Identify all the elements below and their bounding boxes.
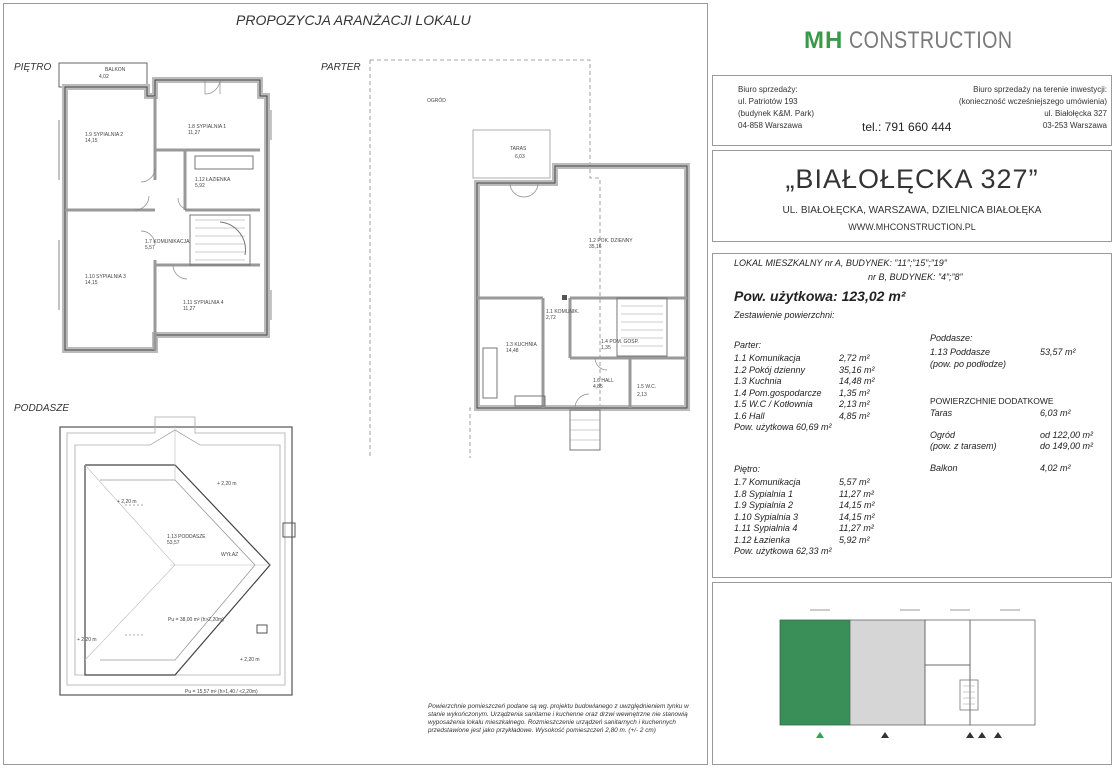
parter-list [734, 340, 894, 434]
label-ogrod: OGRÓD [427, 98, 446, 104]
unit-area-title: Pow. użytkowa: 123,02 m² [734, 288, 906, 304]
label-pokoj-dzienny-area: 35,16 [589, 244, 602, 250]
area-value: 4,02 m² [1040, 462, 1071, 473]
area-value [839, 422, 894, 434]
company-logo [798, 20, 1038, 62]
area-value: 2,13 m² [839, 399, 870, 409]
label-pu-1: Pu = 38,00 m² (h>2,20m) [168, 617, 224, 623]
area-name: 1.10 Sypialnia 3 [734, 511, 799, 522]
floor-plan-poddasze [55, 405, 305, 715]
label-kuchnia: 1.3 KUCHNIA [506, 342, 537, 348]
office-right [959, 84, 1107, 132]
area-value: 14,15 m² [839, 511, 875, 522]
area-note [930, 359, 1095, 371]
area-row [734, 353, 894, 365]
area-name: 1.9 Sypialnia 2 [734, 500, 794, 510]
area-value: 2,72 m² [839, 353, 870, 363]
area-name: (pow. z tarasem) [930, 441, 997, 451]
label-pu-2: Pu = 15,57 m² (h>1,40 / <2,20m) [185, 689, 258, 695]
area-row [734, 399, 894, 411]
area-name: 1.12 Łazienka [734, 534, 791, 545]
area-total [734, 546, 894, 558]
area-name: 1.1 Komunikacja [734, 353, 801, 363]
area-value: 11,27 m² [839, 523, 874, 533]
office-right-line: Biuro sprzedaży na terenie inwestycji: [973, 85, 1107, 94]
area-value: 11,27 m² [839, 488, 874, 499]
area-name: 1.3 Kuchnia [734, 376, 782, 386]
label-pom-gosp-area: 1,35 [601, 345, 611, 351]
label-hall: 1.6 HALL [593, 378, 614, 384]
label-taras-area: 6,03 [515, 154, 525, 160]
label-komunikacja: 1.7 KOMUNIKACJA [145, 239, 190, 245]
area-name: Pow. użytkowa 62,33 m² [734, 546, 832, 556]
area-name: 1.7 Komunikacja [734, 477, 801, 487]
area-row [734, 477, 894, 489]
label-height-3: + 2,20 m [77, 637, 97, 643]
area-name: 1.5 W.C / Kotłownia [734, 399, 813, 409]
floor-plan-pietro [55, 60, 285, 360]
floor-plan-parter [365, 58, 695, 458]
entrance-arrow-icon [978, 732, 986, 738]
label-kuchnia-area: 14,48 [506, 348, 519, 354]
parter-heading: Parter: [734, 340, 762, 350]
area-name: 1.11 Sypialnia 4 [734, 523, 798, 533]
label-hall-area: 4,85 [593, 384, 603, 390]
area-value [839, 546, 894, 558]
label-sypialnia-1-area: 11,27 [188, 130, 201, 136]
label-komunik-area: 2,72 [546, 315, 556, 321]
area-name: 1.2 Pokój dzienny [734, 364, 806, 375]
site-plan [770, 600, 1050, 740]
area-row [734, 523, 894, 535]
label-wylaz: WYŁAZ [221, 552, 239, 558]
page-title: PROPOZYCJA ARANŻACJI LOKALU [236, 12, 471, 28]
area-value: 5,57 m² [839, 477, 870, 487]
entrance-arrow-icon [966, 732, 974, 738]
area-row [734, 376, 894, 388]
pietro-heading: Piętro: [734, 464, 761, 474]
poddasze-heading: Poddasze: [930, 333, 973, 343]
area-name: Balkon [930, 462, 958, 473]
entrance-arrow-icon [881, 732, 889, 738]
label-height-1: + 2,20 m [117, 499, 137, 505]
label-sypialnia-3: 1.10 SYPIALNIA 3 [85, 274, 126, 280]
area-name: 1.6 Hall [734, 410, 765, 421]
label-poddasze: 1.13 PODDASZE [167, 534, 206, 540]
office-left-line: 04-858 Warszawa [738, 121, 803, 130]
label-sypialnia-4-area: 11,27 [183, 306, 196, 312]
area-value: 14,48 m² [839, 376, 875, 386]
additional-heading: POWIERZCHNIE DODATKOWE [930, 396, 1054, 406]
pietro-list [734, 464, 894, 558]
label-balkon: BALKON [105, 67, 126, 73]
area-value: 14,15 m² [839, 500, 875, 510]
disclaimer-note: Powierzchnie pomieszczeń podane są wg. projektu budowlanego z uwzględnieniem tynku w stanie wykończonym. Urządzenia sanitarne i kuchenne oraz drzwi wewnętrzne nie stanowią wyposażenia lokalu mieszkalnego. Rozmieszczenie urządzeń sanitarnych i kuchennych przedstawione jest jako przykładowe. Wysokość pomieszczeń 2,80 m. (+/- 2 cm) [428, 703, 689, 734]
label-poddasze-area: 53,57 [167, 540, 180, 546]
area-name: Taras [930, 408, 953, 418]
logo-brand: MH [804, 27, 844, 54]
label-sypialnia-1: 1.8 SYPIALNIA 1 [188, 124, 227, 130]
area-name: Pow. użytkowa 60,69 m² [734, 422, 832, 432]
label-balkon-area: 4,02 [99, 74, 109, 80]
label-wc: 1.5 W.C. [637, 384, 657, 390]
office-right-line: 03-253 Warszawa [1042, 121, 1107, 130]
area-total [734, 422, 894, 434]
section-label-parter: PARTER [321, 62, 361, 73]
office-right-line: ul. Białołęcka 327 [1044, 109, 1107, 118]
unit-line-2: nr B, BUDYNEK: ”4”;”8” [868, 272, 963, 282]
area-name: Ogród [930, 429, 956, 440]
section-label-poddasze: PODDASZE [14, 403, 70, 414]
label-sypialnia-2-area: 14,15 [85, 138, 98, 144]
office-left-line: Biuro sprzedaży: [738, 85, 798, 94]
label-pom-gosp: 1.4 POM. GOSP. [601, 339, 639, 345]
label-sypialnia-4: 1.11 SYPIALNIA 4 [183, 300, 224, 306]
area-value: 5,92 m² [839, 534, 870, 545]
area-row [734, 365, 894, 377]
area-row [734, 489, 894, 501]
label-wc-area: 2,13 [637, 392, 647, 398]
area-value: do 149,00 m² [1040, 441, 1094, 451]
area-value: 35,16 m² [839, 364, 875, 375]
area-name: 1.4 Pom.gospodarcze [734, 387, 822, 398]
label-height-4: + 2,20 m [240, 657, 260, 663]
project-name: „BIAŁOŁĘCKA 327” [785, 164, 1039, 194]
label-pokoj-dzienny: 1.2 POK. DZIENNY [589, 238, 633, 244]
label-sypialnia-2: 1.9 SYPIALNIA 2 [85, 132, 124, 138]
area-row [930, 463, 1095, 475]
project-address: UL. BIAŁOŁĘCKA, WARSZAWA, DZIELNICA BIAŁOŁĘKA [782, 205, 1042, 216]
area-value: od 122,00 m² [1040, 429, 1094, 440]
summary-label: Zestawienie powierzchni: [734, 310, 835, 320]
area-row [734, 535, 894, 547]
label-lazienka: 1.12 ŁAZIENKA [195, 177, 231, 183]
entrance-arrow-icon [994, 732, 1002, 738]
area-row [734, 411, 894, 423]
entrance-arrows [816, 732, 1002, 738]
project-website[interactable]: WWW.MHCONSTRUCTION.PL [848, 222, 976, 232]
area-row [734, 500, 894, 512]
area-row [734, 388, 894, 400]
office-left [738, 84, 814, 132]
area-row [930, 408, 1095, 420]
area-value: 1,35 m² [839, 387, 870, 398]
label-taras: TARAS [510, 146, 527, 152]
label-height-2: + 2,20 m [217, 481, 237, 487]
poddasze-list [930, 333, 1095, 370]
area-row [930, 347, 1095, 359]
section-label-pietro: PIĘTRO [14, 62, 52, 73]
area-value: 4,85 m² [839, 410, 870, 421]
area-row [734, 512, 894, 524]
area-value: 6,03 m² [1040, 408, 1071, 418]
area-name: 1.13 Poddasze [930, 347, 991, 357]
label-lazienka-area: 5,92 [195, 183, 205, 189]
label-komunik: 1.1 KOMUNIK. [546, 309, 580, 315]
additional-list [930, 396, 1095, 474]
label-komunikacja-area: 5,57 [145, 245, 155, 251]
office-right-line: (konieczność wcześniejszego umówienia) [958, 97, 1107, 106]
area-row [930, 430, 1095, 442]
area-row [930, 441, 1095, 453]
phone-number[interactable]: tel.: 791 660 444 [862, 120, 952, 134]
unit-line-1: LOKAL MIESZKALNY nr A, BUDYNEK: ”11”;”15”;”19” [734, 258, 947, 268]
office-left-line: (budynek K&M. Park) [738, 109, 815, 118]
area-name: 1.8 Sypialnia 1 [734, 488, 794, 499]
label-sypialnia-3-area: 14,15 [85, 280, 98, 286]
entrance-arrow-icon [816, 732, 824, 738]
office-left-line: ul. Patriotów 193 [738, 97, 798, 106]
area-value: 53,57 m² [1040, 347, 1076, 357]
logo-brand-2: CONSTRUCTION [849, 27, 1013, 54]
area-name: (pow. po podłodze) [930, 358, 1007, 369]
